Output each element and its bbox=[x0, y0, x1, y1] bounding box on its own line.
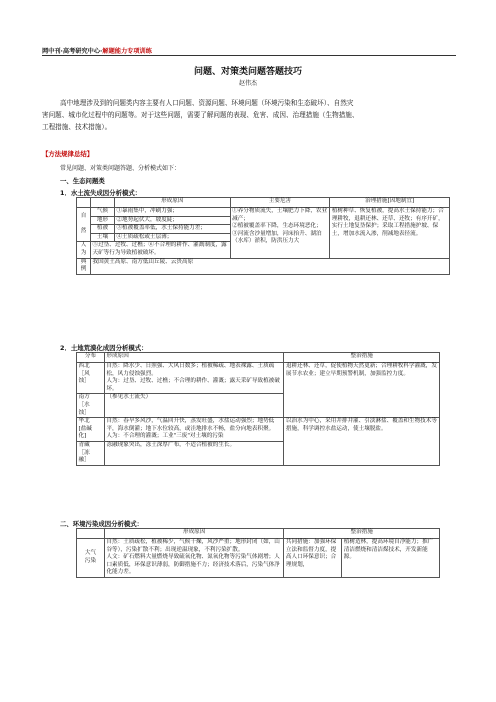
region-northwest: 西北 ［风 蚀］ bbox=[77, 363, 105, 394]
region-north-china: 华北 [盐碱 化] bbox=[77, 418, 105, 442]
cause-climate: ①暴雨集中，冲刷力强； bbox=[114, 208, 230, 217]
header-measures: 治理措施[因地制宜] bbox=[330, 198, 450, 208]
air-pollution-label: 大气 污染 bbox=[77, 539, 105, 578]
region-tibet: 青藏 ［冻 融］ bbox=[77, 441, 105, 465]
header-cause: 形成原因 bbox=[114, 198, 230, 208]
human-label: 人 为 bbox=[77, 242, 91, 258]
pollution-table bbox=[76, 528, 440, 578]
header-cause: 形成原因 bbox=[104, 529, 283, 539]
page-title: 问题、对策类问题答题技巧 bbox=[193, 67, 302, 77]
header-harm: 主要危害 bbox=[230, 198, 330, 208]
cause-northwest: 自然：降水少、日照强、大风日数多；植被稀疏、地表裸露、土质疏松，风力侵蚀强烈。 人为：过垦、过牧、过樵；不合理的耕作、灌溉；露天采矿导致植被破坏。 bbox=[104, 363, 283, 394]
header-cause: 形成原因 bbox=[104, 353, 283, 363]
cause-soil: ④土质疏松或土层薄； bbox=[114, 233, 230, 242]
header-prefix: 网中刊·高考研究中心· bbox=[42, 48, 103, 55]
header-measures: 整治措施 bbox=[284, 353, 440, 363]
cause-south: （参见水土流失） bbox=[104, 394, 283, 418]
harm-cell: ①养分物质流失，土壤肥力下降，农业减产； ②植被覆盖率下降，生态环境恶化； ③河流含沙量增加，河床抬升、湖泊（水库）淤积，防洪压力大 bbox=[230, 208, 330, 259]
header-divider bbox=[42, 55, 456, 56]
factor-climate: 气候 bbox=[90, 208, 114, 217]
measure-northwest: 退耕还林、还草，促使植物天然更新；合理耕牧科学灌溉，发展节水农业；建立早期预警机制，加强监控力度。 bbox=[284, 363, 440, 418]
section-2-heading: 二、环境污染成因分析模式： bbox=[60, 520, 144, 528]
example-cell: 我国黄土高原、南方低山丘陵、云贵高原 bbox=[90, 258, 449, 274]
cause-terrain: ②地势起伏大，坡度陡； bbox=[114, 216, 230, 225]
header-region: 分布 bbox=[77, 353, 105, 363]
measures-cell: 植树种草、恢复植被，提高水土保持能力；合理耕牧，退耕还林、还草、还牧；有序开矿，实行土地复垦保护；采取工程措施护坡、保土，增加水流入渗，削减地表径流。 bbox=[330, 208, 450, 259]
common-measures: 共同措施：加强环保立法和监督力度，提高人口环保意识；合理规划， bbox=[284, 539, 342, 578]
method-heading: 【方法规律总结】 bbox=[42, 150, 94, 158]
human-cause: ⑤过垦、过牧、过樵；⑥不合理的耕作、灌溉制度，露天矿等行为导致植被破坏。 bbox=[90, 242, 230, 258]
factor-vegetation: 植被 bbox=[90, 225, 114, 234]
desertification-table bbox=[76, 352, 440, 466]
header-banner bbox=[42, 46, 152, 55]
cause-tibet: 冻融现象突出，冻土深厚广布，不适合植被的生长。 bbox=[104, 441, 283, 465]
specific-measures: 植树造林，提高环境自净能力；推广清洁燃烧和清洁煤技术，开发新能源。 bbox=[342, 539, 440, 578]
natural-label: 自 然 bbox=[77, 208, 91, 242]
factor-terrain: 地形 bbox=[90, 216, 114, 225]
cause-north-china: 自然：春旱多风沙，气温回升快，蒸发旺盛，水盐运动强烈；地势低平，海水倒灌；地下水位较高，或洼地排水不畅，盐分向地表积聚。 人为：不合理的灌溉；工业"三废"对土壤的污染 bbox=[104, 418, 283, 442]
method-text: 常见问题、对策类问题答题、分析模式如下： bbox=[60, 165, 181, 172]
example-label: 典 例 bbox=[77, 258, 91, 274]
header-highlight: 解题能力专项训练 bbox=[102, 48, 152, 55]
subsection-1-heading: 1．水土流失成因分析模式： bbox=[60, 189, 142, 197]
section-1-heading: 一、生态问题类 bbox=[60, 177, 105, 185]
subsection-2-heading: 2．土地荒漠化成因分析模式： bbox=[60, 344, 148, 352]
intro-line-3: 工程措施、技术措施）。 bbox=[42, 123, 112, 131]
region-south: 南方 ［水 蚀］ bbox=[77, 394, 105, 418]
intro-line-1: 高中地理涉及到的问题类内容主要有人口问题、资源问题、环境问题（环境污染和生态破坏）、自然灾 bbox=[60, 99, 354, 107]
air-pollution-cause: 自然：土质疏松，植被稀少，气候干燥，风沙严重；地形封闭（如，山谷等），污染扩散不利；出现逆温现象，不利污染扩散。 人文：矿石燃料大量燃烧导致硫氧化物、氮氧化物等污染气体剧增；人口素质低，环保意识薄弱，防御措施不力；经济技术落后，污染气体净化能力差。 bbox=[104, 539, 283, 578]
author: 赵伟杰 bbox=[238, 80, 257, 87]
cause-vegetation: ③植被覆盖率低，水土保持能力差； bbox=[114, 225, 230, 234]
header-measures: 整治措施 bbox=[284, 529, 440, 539]
measure-north-china: 以治水为中心，采用井排井灌、引淡淋盐、覆盖和生物技术等措施，科学调控水盐运动，使土壤脱盐。 bbox=[284, 418, 440, 466]
intro-line-2: 害问题、城市化过程中的问题等。对于这些问题，需要了解问题的表现、危害、成因、治理措施（生物措施、 bbox=[42, 111, 359, 119]
soil-erosion-table bbox=[76, 197, 450, 275]
factor-soil: 土壤 bbox=[90, 233, 114, 242]
